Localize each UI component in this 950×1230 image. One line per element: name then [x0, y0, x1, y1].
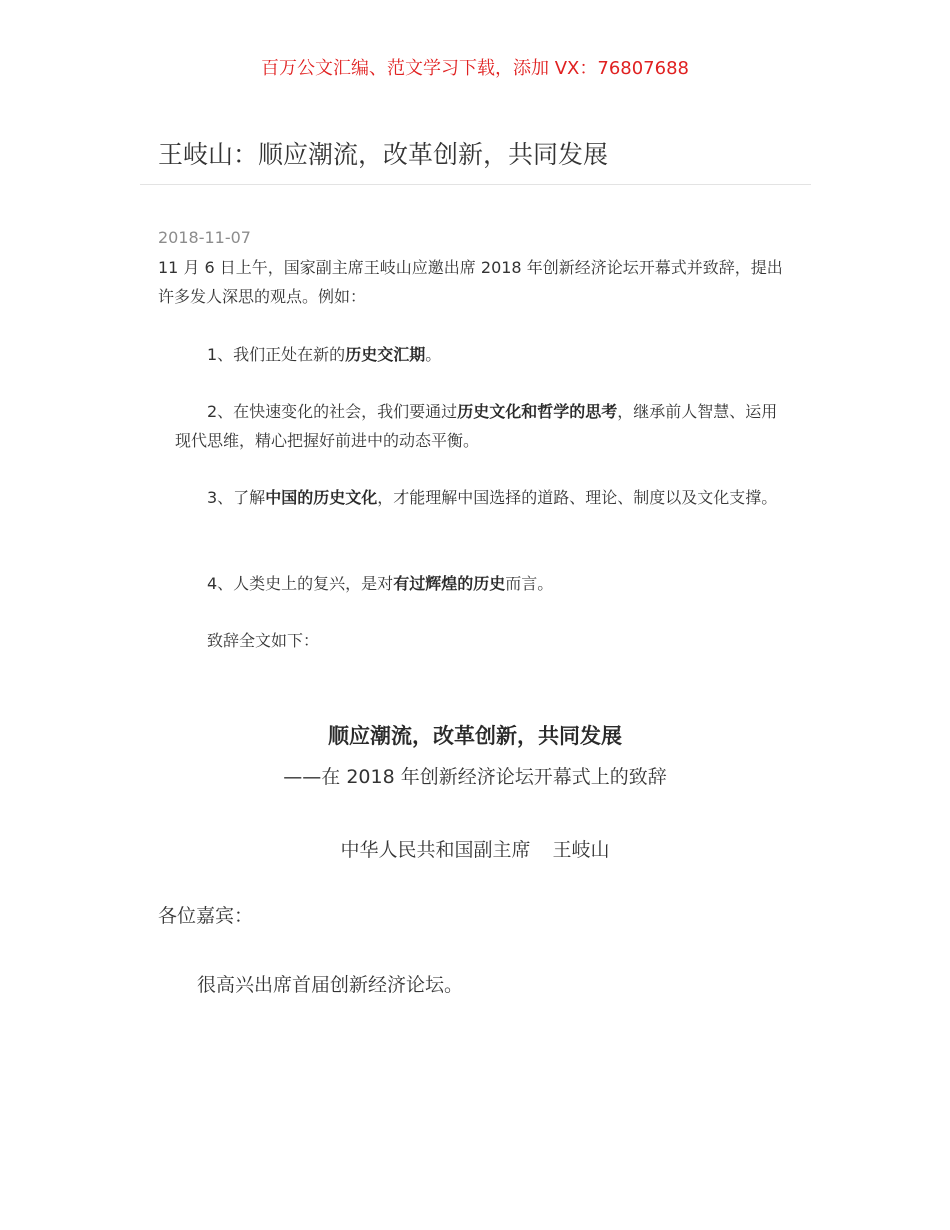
- point-3-text: 3、了解: [207, 488, 266, 507]
- salutation: 各位嘉宾：: [158, 905, 254, 927]
- opening-paragraph: 很高兴出席首届创新经济论坛。: [197, 974, 464, 996]
- point-2-text: 2、在快速变化的社会，我们要通过: [207, 402, 458, 421]
- point-4-tail: 而言。: [505, 574, 554, 593]
- publish-date: 2018-11-07: [158, 228, 251, 247]
- point-4-text: 4、人类史上的复兴，是对: [207, 574, 394, 593]
- full-text-intro: 致辞全文如下：: [207, 631, 320, 650]
- point-1-text: 1、我们正处在新的: [207, 345, 346, 364]
- article-title: 王岐山：顺应潮流，改革创新，共同发展: [158, 140, 609, 169]
- point-2: [175, 397, 785, 455]
- point-4-bold: 有过辉煌的历史: [393, 574, 506, 593]
- point-1-tail: 。: [425, 345, 442, 364]
- point-3-bold: 中国的历史文化: [265, 488, 378, 507]
- speech-subtitle: ——在 2018 年创新经济论坛开幕式上的致辞: [283, 766, 667, 788]
- point-2-bold: 历史文化和哲学的思考: [457, 402, 618, 421]
- point-3: [175, 483, 785, 512]
- point-3-tail: ，才能理解中国选择的道路、理论、制度以及文化支撑。: [377, 488, 778, 507]
- point-4: [175, 569, 785, 598]
- speaker-name: 王岐山: [552, 839, 610, 861]
- intro-paragraph: 11 月 6 日上午，国家副主席王岐山应邀出席 2018 年创新经济论坛开幕式并致辞，提出许多发人深思的观点。例如：: [158, 258, 783, 306]
- speech-title: 顺应潮流，改革创新，共同发展: [328, 724, 622, 748]
- point-1: [175, 340, 785, 369]
- speaker-line: [0, 835, 950, 865]
- speaker-role: 中华人民共和国副主席: [340, 839, 531, 861]
- point-2-tail: ，继承前人智慧、运用现代思维，精心把握好前进中的动态平衡。: [175, 402, 778, 450]
- title-divider: [140, 184, 811, 185]
- point-1-bold: 历史交汇期: [345, 345, 426, 364]
- watermark-banner: 百万公文汇编、范文学习下载，添加 VX：76807688: [261, 58, 689, 79]
